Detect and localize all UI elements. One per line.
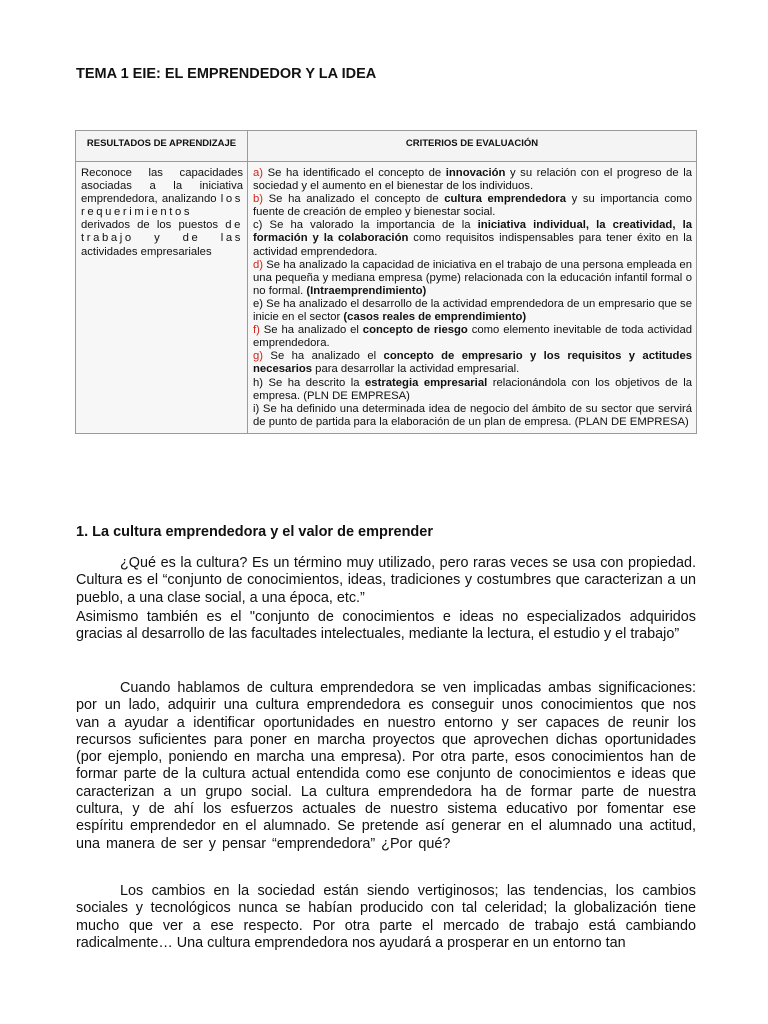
criterion-text: Se ha analizado el desarrollo de la actividad emprendedora de un empresario que se inicie en el sector	[253, 297, 692, 324]
criterion-i	[253, 403, 692, 429]
criterion-text: Se ha valorado la importancia de la	[262, 219, 478, 232]
criterion-text: relacionándola con los objetivos de la empresa. (PLN DE EMPRESA)	[253, 376, 692, 402]
criterion-text: Se ha analizado el concepto de	[263, 193, 445, 206]
criterion-bold: (casos reales de emprendimiento)	[343, 311, 527, 324]
criterion-text: Se ha identificado el concepto de	[263, 167, 446, 179]
section-heading: 1. La cultura emprendedora y el valor de emprender	[76, 524, 433, 540]
criterion-bold: estrategia empresarial	[365, 376, 488, 389]
criterion-d	[253, 259, 692, 298]
criterion-c	[253, 219, 692, 258]
outcome-line: actividades empresariales	[81, 245, 212, 258]
criterion-text: y su relación con el progreso de la sociedad y el aumento en el bienestar de los individuos.	[253, 167, 693, 193]
criterion-bold: iniciativa individual, la creatividad, la formación y la colaboración	[253, 219, 693, 245]
header-evaluation-criteria: CRITERIOS DE EVALUACIÓN	[248, 131, 697, 162]
criterion-f	[253, 324, 692, 350]
learning-outcome-cell	[76, 162, 248, 434]
evaluation-table	[75, 130, 697, 434]
criterion-bold: concepto de riesgo	[362, 324, 468, 337]
criterion-letter: i)	[253, 402, 260, 415]
table-header-row	[76, 131, 697, 162]
criterion-text: Se ha definido una determinada idea de negocio del ámbito de su sector que servirá de punto de partida para la elaboración de un plan de empresa. (PLAN DE EMPRESA)	[253, 402, 692, 428]
header-learning-outcomes: RESULTADOS DE APRENDIZAJE	[76, 131, 248, 162]
criterion-a	[253, 167, 692, 193]
criterion-bold: cultura emprendedora	[444, 193, 566, 206]
criterion-e	[253, 298, 692, 324]
outcome-line: Reconoce las capacidades asociadas a la iniciativa emprendedora, analizando	[81, 167, 243, 206]
criterion-text: como elemento inevitable de toda actividad emprendedora.	[253, 324, 693, 350]
criterion-b	[253, 193, 692, 219]
criterion-letter: g)	[253, 350, 264, 363]
table-row	[76, 162, 697, 434]
criterion-letter: f)	[253, 324, 260, 337]
criterion-g	[253, 350, 692, 376]
criterion-letter: e)	[253, 297, 264, 310]
paragraph-4: Los cambios en la sociedad están siendo vertiginosos; las tendencias, los cambios sociales y tecnológicos nunca se habían producido con tal celeridad; la globalización tiene mucho que ver a ese respecto. Por otra parte el mercado de trabajo está cambiando radicalmente… Una cultura emprendedora nos ayudará a prosperar en un entorno tan	[76, 883, 696, 951]
criterion-h	[253, 377, 692, 403]
criterion-bold: (Intraemprendimiento)	[306, 284, 427, 297]
criterion-letter: c)	[253, 219, 263, 232]
criterion-letter: d)	[253, 258, 264, 271]
outcome-line: derivados de los puestos	[81, 219, 219, 232]
criterion-text: para desarrollar la actividad empresarial.	[312, 363, 520, 376]
criterion-text: Se ha analizado el	[263, 350, 384, 363]
criterion-text: Se ha descrito la	[263, 376, 365, 389]
criterion-text: Se ha analizado el	[259, 324, 363, 337]
paragraph-3: Cuando hablamos de cultura emprendedora se ven implicadas ambas significaciones: por un lado, adquirir una cultura emprendedora es conseguir unos conocimientos que nos van a ayudar a identificar oportunidades en nuestro entorno y ser capaces de reunir los recursos suficientes para poner en marcha proyectos que aprovechen dichas oportunidades (por ejemplo, poniendo en marcha una empresa). Por otra parte, esos conocimientos han de formar parte de la cultura actual entendida como ese conjunto de conocimientos e ideas que caracterizan a un grupo social. La cultura emprendedora ha de formar parte de nuestra cultura, y de ahí los esfuerzos actuales de nuestro sistema educativo por fomentar ese espíritu emprendedor en el alumnado. Se pretende así generar en el alumnado una actitud, una manera de ser y pensar “emprendedora” ¿Por qué?	[76, 680, 696, 852]
document-title: TEMA 1 EIE: EL EMPRENDEDOR Y LA IDEA	[76, 66, 377, 82]
criterion-letter: h)	[253, 376, 264, 389]
criterion-text: Se ha analizado la capacidad de iniciativa en el trabajo de una persona empleada en una pequeña y mediana empresa (pyme) relacionada con la educación infantil formal o no formal.	[253, 258, 692, 297]
criteria-cell	[248, 162, 697, 434]
criterion-text: y su importancia como fuente de creación de empleo y bienestar social.	[253, 193, 692, 219]
outcome-line: de trabajo y de las	[81, 219, 243, 245]
outcome-line: los requerimientos	[81, 193, 244, 219]
criterion-bold: concepto de empresario y los requisitos y actitudes necesarios	[253, 350, 693, 376]
paragraph-1: ¿Qué es la cultura? Es un término muy utilizado, pero raras veces se usa con propiedad. Cultura es el “conjunto de conocimientos, ideas, tradiciones y costumbres que caracterizan a un pueblo, a una clase social, a una época, etc.”	[76, 555, 696, 606]
criterion-bold: innovación	[445, 167, 506, 179]
paragraph-2: Asimismo también es el "conjunto de conocimientos e ideas no especializados adquiridos gracias al desarrollo de las facultades intelectuales, mediante la lectura, el estudio y el trabajo”	[76, 609, 696, 643]
criterion-letter: a)	[253, 167, 264, 179]
criterion-text: como requisitos indispensables para tener éxito en la actividad emprendedora.	[253, 232, 692, 258]
criterion-letter: b)	[253, 193, 264, 206]
